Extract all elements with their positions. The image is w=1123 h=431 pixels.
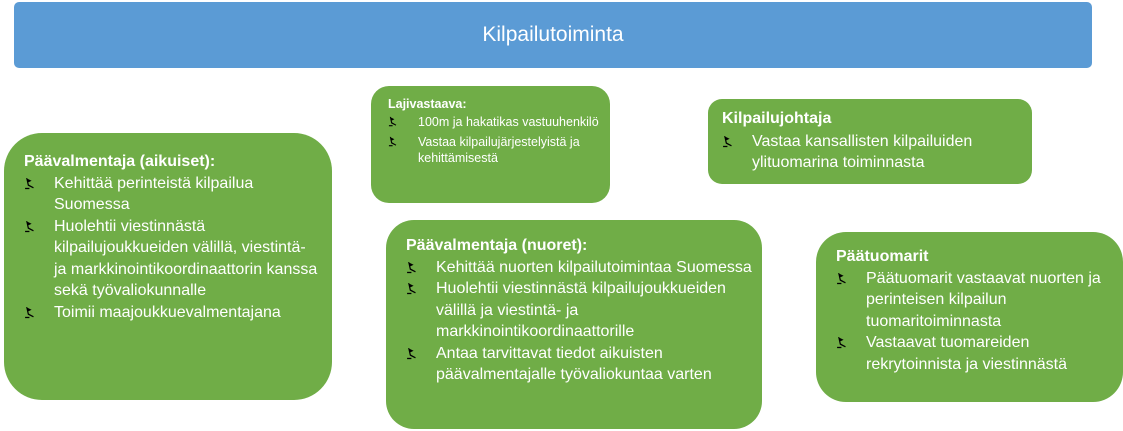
flag-marker-icon	[24, 302, 54, 319]
box-head-coach-adults	[4, 133, 332, 400]
box-title: Päävalmentaja (aikuiset):	[24, 153, 216, 170]
list-item-text: Antaa tarvittavat tiedot aikuisten päävalmentajalle työvaliokuntaa varten	[436, 344, 712, 383]
list-item	[24, 302, 322, 324]
item-list	[406, 257, 754, 386]
box-competition-director	[708, 99, 1032, 184]
box-chief-referees	[816, 232, 1123, 402]
header-title: Kilpailutoiminta	[482, 23, 624, 46]
flag-marker-icon	[388, 114, 418, 127]
flag-marker-icon	[24, 173, 54, 190]
list-item-text: Vastaa kansallisten kilpailuiden ylituomarina toiminnasta	[752, 132, 973, 171]
list-item	[406, 278, 754, 343]
list-item	[388, 114, 602, 130]
box-title: Päätuomarit	[836, 248, 929, 265]
flag-marker-icon	[836, 332, 866, 349]
box-title: Lajivastaava:	[388, 97, 467, 111]
item-list	[836, 268, 1115, 376]
list-item	[388, 134, 602, 166]
list-item	[24, 216, 322, 302]
flag-marker-icon	[836, 268, 866, 285]
flag-marker-icon	[406, 257, 436, 274]
list-item-text: Huolehtii viestinnästä kilpailujoukkueiden välillä, viestintä- ja markkinointikoordinaattorin kanssa sekä työvaliokunnalle	[54, 217, 318, 299]
box-head-coach-youth	[386, 220, 762, 429]
list-item	[722, 131, 1024, 174]
flag-marker-icon	[406, 278, 436, 295]
flag-marker-icon	[722, 131, 752, 148]
flag-marker-icon	[24, 216, 54, 233]
list-item-text: Vastaa kilpailujärjestelyistä ja kehittämisestä	[418, 135, 580, 165]
list-item-text: Kehittää perinteistä kilpailua Suomessa	[54, 174, 254, 213]
list-item-text: Huolehtii viestinnästä kilpailujoukkueiden välillä ja viestintä- ja markkinointikoordinaattorille	[436, 280, 726, 340]
item-list	[24, 173, 322, 324]
list-item-text: Vastaavat tuomareiden rekrytoinnista ja viestinnästä	[866, 334, 1067, 373]
item-list	[722, 131, 1024, 174]
list-item	[406, 257, 754, 279]
box-title: Päävalmentaja (nuoret):	[406, 237, 588, 254]
flag-marker-icon	[388, 134, 418, 147]
list-item	[836, 268, 1115, 333]
list-item	[836, 332, 1115, 375]
box-sport-manager	[371, 86, 610, 203]
item-list	[388, 114, 602, 166]
box-title: Kilpailujohtaja	[722, 110, 832, 127]
list-item	[24, 173, 322, 216]
list-item-text: Toimii maajoukkuevalmentajana	[54, 303, 281, 321]
list-item-text: Kehittää nuorten kilpailutoimintaa Suomessa	[436, 258, 752, 276]
list-item-text: 100m ja hakatikas vastuuhenkilö	[418, 115, 599, 129]
flag-marker-icon	[406, 343, 436, 360]
list-item-text: Päätuomarit vastaavat nuorten ja perinteisen kilpailun tuomaritoiminnasta	[866, 269, 1101, 330]
header-banner	[14, 2, 1092, 68]
list-item	[406, 343, 754, 386]
